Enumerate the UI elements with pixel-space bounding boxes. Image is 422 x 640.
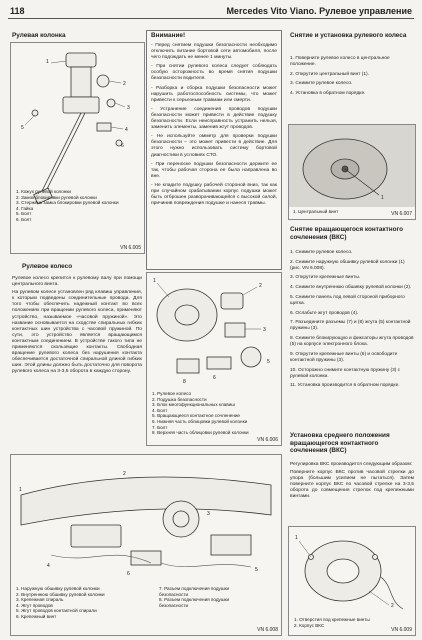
paragraph: Регулировка ВКС производится следующим образом: bbox=[290, 462, 413, 467]
step: 2. Снимите наружную обшивку рулевой колонки (1) (рис. VN 6.008). bbox=[290, 259, 405, 271]
step: 7. Разъедините разъемы (7) и (8) жгута (5) контактной пружины (3). bbox=[290, 320, 411, 332]
step: 3. Снимите рулевое колесо. bbox=[290, 81, 353, 87]
step: 4. Установка в обратном порядке. bbox=[290, 91, 366, 97]
page-number: 118 bbox=[10, 6, 25, 16]
paragraph: Поверните корпус ВКС против часовой стрелки до упора (большим усилием не пытаться). Затем поверните корпус ВКС по часовой стрелке на 3-3,5 оборота до совмещения стрелок под крепежными винтами. bbox=[290, 470, 414, 500]
svg-text:1: 1 bbox=[295, 535, 298, 541]
warning-title: Внимание! bbox=[151, 32, 186, 39]
svg-text:4: 4 bbox=[125, 127, 128, 133]
legend-item: 6. Нижняя часть облицовки рулевой колонки bbox=[152, 418, 248, 424]
legend-item: 5. Вращающееся контактное сочленение bbox=[152, 413, 240, 419]
legend-item: 7. Болт bbox=[152, 424, 168, 430]
figure-number: VN 6.005 bbox=[120, 245, 141, 251]
legend-item: 1. Рулевое колесо bbox=[152, 391, 192, 396]
step: 6. Ослабьте жгут проводов (4). bbox=[290, 310, 359, 316]
warning-item: - Перед снятием подушки безопасности необходимо отключить питание бортовой сети автомобиля, после чего подождать не менее 1 минуты. bbox=[151, 43, 277, 61]
step: 5. Снимите панель под левой стороной приборного щитка. bbox=[290, 294, 405, 306]
figure-number: VN 6.006 bbox=[257, 437, 278, 443]
legend-item: 1. Кожух рулевой колонки bbox=[16, 189, 71, 194]
warning-list bbox=[151, 43, 277, 210]
removal-steps bbox=[290, 56, 414, 101]
legend-item: 5. Болт bbox=[16, 211, 32, 217]
steering-wheel-drawing bbox=[147, 273, 281, 393]
bks-steps bbox=[290, 250, 414, 393]
svg-text:3: 3 bbox=[263, 327, 266, 333]
steering-wheel-text bbox=[12, 276, 142, 378]
step: 11. Установка производится в обратном порядке. bbox=[290, 383, 400, 389]
step: 10. Осторожно снимите контактную пружину (3) с рулевой колонки. bbox=[290, 367, 401, 379]
steering-column-legend bbox=[16, 189, 119, 223]
steering-column-heading: Рулевая колонка bbox=[12, 32, 66, 39]
warning-item: - Не используйте омметр для проверки подушки безопасности – это может привести в действие. Для этого нужно использовать систему бортовой диагностики в условиях СТО. bbox=[151, 134, 277, 158]
legend-item: 5. Жгут проводов контактной спирали bbox=[16, 608, 97, 614]
paragraph: На рулевом колесе установлен ряд клавиш управления, к которым подведены соединительные провода. Для того чтобы обеспечить надежный контакт во всех положениях при вращении рулевого колеса, применяют устройство, называемое «часовой пружиной». Это название основывается на сходстве спиральных гибких контактных шин устройства с часовой пружиной. По сути, это устройство является вращающимся контактным соединением. В устройстве такого типа не применяются скользящие контакты. Свободная вращение рулевого колеса без нарушения контакта обеспечивается достаточной спиральной длиной гибких шин. Этой длины должно быть достаточно для поворота рулевого колеса на 3-3,5 оборота в каждую сторону. bbox=[12, 290, 142, 375]
figure-caption: 1. Центральный винт bbox=[293, 209, 339, 214]
figure-steering-column bbox=[10, 42, 145, 254]
warning-item: - При снятии рулевого колеса следует соблюдать особую осторожность во время снятия подушки безопасности водителя. bbox=[151, 64, 277, 82]
legend-item: 1. Отверстия под крепежные винты bbox=[294, 617, 370, 622]
legend-item: 6. Болт bbox=[16, 216, 32, 222]
removal-heading: Снятие и установка рулевого колеса bbox=[290, 32, 407, 39]
warning-item: - Устранение соединения проводов подушки безопасности может привести в действие подушку безопасности. Если неисправность устранить нельзя, заменить элементы, заменив жгут проводов. bbox=[151, 106, 277, 131]
step: 2. Открутите центральный винт (1). bbox=[290, 71, 369, 77]
legend-item: 3. Блок многофункциональных клавиш bbox=[152, 402, 235, 408]
legend-item: 4. Гайка bbox=[16, 205, 34, 211]
figure-steering-wheel-exploded bbox=[146, 272, 282, 446]
steering-wheel-heading: Рулевое колесо bbox=[22, 263, 73, 270]
legend-item: 4. Болт bbox=[152, 407, 168, 413]
svg-text:1: 1 bbox=[46, 59, 49, 65]
svg-text:2: 2 bbox=[391, 603, 394, 609]
center-position-text bbox=[290, 462, 414, 503]
svg-text:2: 2 bbox=[123, 81, 126, 87]
figure-dashboard-wiring bbox=[10, 454, 282, 636]
central-bolt-drawing bbox=[289, 125, 415, 207]
dashboard-legend-left bbox=[16, 586, 105, 620]
step: 1. Поверните рулевое колесо в центральное положение. bbox=[290, 56, 390, 68]
clock-spring-legend bbox=[294, 617, 370, 628]
legend-item: 1. Наружную обшивку рулевой колонки bbox=[16, 586, 100, 591]
legend-item: 6. Крепежный винт bbox=[16, 613, 57, 619]
figure-number: VN 6.009 bbox=[391, 627, 412, 633]
svg-text:6: 6 bbox=[121, 143, 124, 149]
figure-number: VN 6.008 bbox=[257, 627, 278, 633]
page-header bbox=[8, 4, 414, 18]
warning-item: - При переноске подушки безопасности держите ее так, чтобы рабочая сторона ее была направлена во вне. bbox=[151, 161, 277, 179]
svg-text:3: 3 bbox=[207, 511, 210, 517]
paragraph: Рулевое колесо крепится к рулевому валу при помощи центрального винта. bbox=[12, 276, 142, 288]
svg-text:5: 5 bbox=[267, 359, 270, 365]
legend-item: 2. Замок блокировки рулевой колонки bbox=[16, 194, 97, 200]
legend-item: 3. Стержень замка блокировки рулевой колонки bbox=[16, 200, 119, 206]
legend-item: 2. Корпус ВКС bbox=[294, 622, 325, 628]
svg-text:8: 8 bbox=[183, 379, 186, 385]
svg-text:2: 2 bbox=[123, 471, 126, 477]
legend-item: 8. Разъем подключения подушки безопасности bbox=[159, 597, 230, 608]
svg-text:1: 1 bbox=[153, 278, 156, 284]
svg-text:4: 4 bbox=[47, 563, 50, 569]
legend-item: 4. Жгут проводов bbox=[16, 602, 53, 608]
svg-text:5: 5 bbox=[255, 567, 258, 573]
svg-text:6: 6 bbox=[213, 375, 216, 381]
page-title: Mercedes Vito Viano. Рулевое управление bbox=[226, 6, 412, 16]
header-rule bbox=[8, 18, 414, 19]
legend-item: 2. Внутреннюю обшивку рулевой колонки bbox=[16, 591, 105, 597]
svg-text:2: 2 bbox=[259, 283, 262, 289]
figure-number: VN 6.007 bbox=[391, 211, 412, 217]
svg-text:1: 1 bbox=[381, 195, 384, 201]
center-position-heading: Установка среднего положения вращающегося контактного сочленения (ВКС) bbox=[290, 432, 390, 455]
dashboard-legend-right bbox=[159, 586, 243, 608]
step: 1. Снимите рулевое колесо. bbox=[290, 250, 353, 255]
dashboard-wiring-drawing bbox=[11, 455, 281, 583]
warning-box bbox=[146, 30, 282, 270]
bks-heading: Снятие вращающегося контактного сочленения (ВКС) bbox=[290, 226, 403, 241]
svg-text:1: 1 bbox=[19, 487, 22, 493]
svg-text:3: 3 bbox=[127, 105, 130, 111]
step: 3. Открутите крепежные винты. bbox=[290, 275, 361, 281]
svg-text:5: 5 bbox=[21, 125, 24, 131]
step: 9. Открутите крепежные винты (6) и освободите контактной пружины (3). bbox=[290, 351, 398, 363]
legend-item: 2. Подушка безопасности bbox=[152, 396, 207, 402]
figure-clock-spring bbox=[288, 526, 416, 636]
legend-item: 7. Разъем подключения подушки безопасности bbox=[159, 586, 230, 597]
steering-wheel-legend bbox=[152, 391, 249, 436]
warning-item: - Разборка и сборка подушки безопасности может нарушить работоспособность системы, что может привести к серьезным травмам или смерти. bbox=[151, 85, 277, 103]
warning-item: - Не кладите подушку рабочей стороной вниз, так как при случайном срабатывании корпус подушки может быть отброшен разворачивающейся с высокой силой, причинив повреждения подушке и нанеся травмы. bbox=[151, 182, 277, 207]
legend-item: 3. Крепежная спираль bbox=[16, 597, 64, 603]
step: 8. Снимите блокирующую и фиксаторы жгута проводов (5) на корпусе электронного блока. bbox=[290, 336, 414, 348]
step: 4. Снимите внутреннюю обшивку рулевой колонки (2). bbox=[290, 285, 412, 291]
clock-spring-drawing bbox=[289, 527, 415, 615]
svg-text:6: 6 bbox=[127, 571, 130, 577]
legend-item: 8. Верхняя часть облицовки рулевой колонки bbox=[152, 430, 249, 436]
figure-central-bolt bbox=[288, 124, 416, 220]
